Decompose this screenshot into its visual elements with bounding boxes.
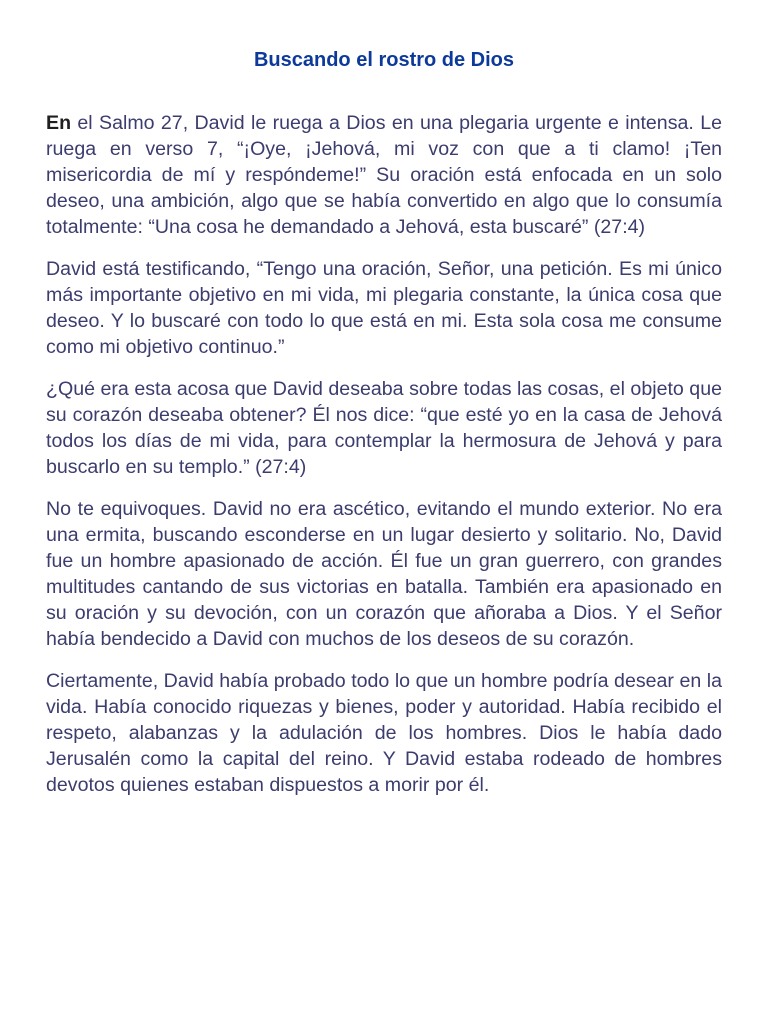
paragraph-2: David está testificando, “Tengo una oración, Señor, una petición. Es mi único más importante objetivo en mi vida, mi plegaria constante, la única cosa que deseo. Y lo buscaré con todo lo que está en mi. Esta sola cosa me consume como mi objetivo continuo.” (46, 258, 722, 358)
article-body (46, 110, 722, 814)
paragraph-1 (46, 110, 722, 240)
paragraph-1-text: el Salmo 27, David le ruega a Dios en una plegaria urgente e intensa. Le ruega en verso 7, “¡Oye, ¡Jehová, mi voz con que a ti clamo! ¡Ten misericordia de mí y respóndeme!” Su oración está enfocada en un solo deseo, una ambición, algo que se había convertido en algo que lo consumía totalmente: “Una cosa he demandado a Jehová, esta buscaré” (27:4) (46, 112, 722, 238)
paragraph-3: ¿Qué era esta acosa que David deseaba sobre todas las cosas, el objeto que su corazón deseaba obtener? Él nos dice: “que esté yo en la casa de Jehová todos los días de mi vida, para contemplar la hermosura de Jehová y para buscarlo en su templo.” (27:4) (46, 378, 722, 478)
paragraph-5: Ciertamente, David había probado todo lo que un hombre podría desear en la vida. Había conocido riquezas y bienes, poder y autoridad. Había recibido el respeto, alabanzas y la adulación de los hombres. Dios le había dado Jerusalén como la capital del reino. Y David estaba rodeado de hombres devotos quienes estaban dispuestos a morir por él. (46, 670, 722, 796)
lead-word: En (46, 112, 72, 134)
page-title: Buscando el rostro de Dios (253, 49, 515, 71)
paragraph-4: No te equivoques. David no era ascético, evitando el mundo exterior. No era una ermita, buscando esconderse en un lugar desierto y solitario. No, David fue un hombre apasionado de acción. Él fue un gran guerrero, con grandes multitudes cantando de sus victorias en batalla. También era apasionado en su oración y su devoción, con un corazón que añoraba a Dios. Y el Señor había bendecido a David con muchos de los deseos de su corazón. (46, 498, 722, 650)
